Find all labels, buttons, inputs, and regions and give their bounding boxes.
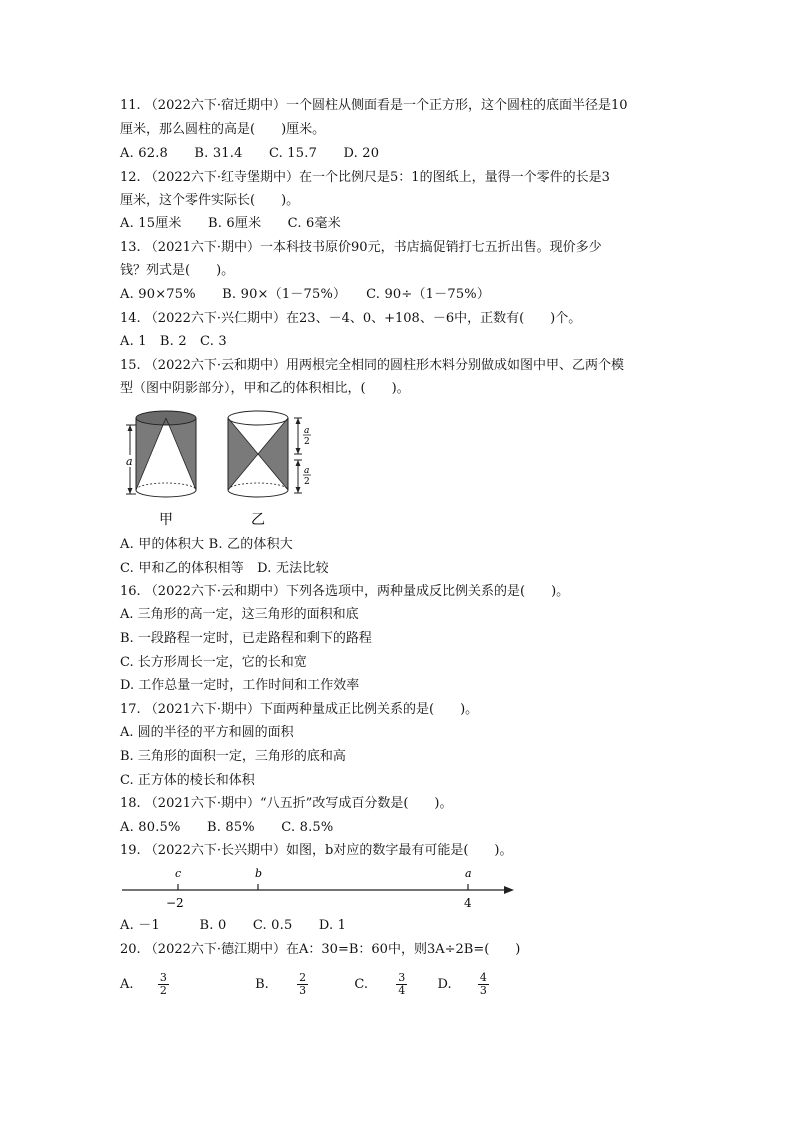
yi-dim2-num: a xyxy=(304,466,310,476)
q20-option-d-denominator: 3 xyxy=(479,984,487,997)
q17-option-b: B. 三角形的面积一定，三角形的底和高 xyxy=(120,749,346,764)
q18-stem-line1: 18. （2021六下·期中）“八五折”改写成百分数是( )。 xyxy=(120,796,453,811)
cylinder-yi xyxy=(228,411,288,497)
q16-stem-line1: 16. （2022六下·云和期中）下列各选项中，两种量成反比例关系的是( )。 xyxy=(120,584,570,599)
q15-options-line1: A. 甲的体积大 B. 乙的体积大 xyxy=(120,537,294,552)
q20-option-b-numerator: 2 xyxy=(299,971,307,984)
q15-options-line2: C. 甲和乙的体积相等 D. 无法比较 xyxy=(120,561,329,576)
yi-height-dimensions xyxy=(294,418,311,493)
q19-number-line xyxy=(118,862,518,912)
q12-options: A. 15厘米 B. 6厘米 C. 6毫米 xyxy=(120,216,341,231)
q15-stem-line1: 15. （2022六下·云和期中）用两根完全相同的圆柱形木料分别做成如图中甲、乙两个模 xyxy=(120,358,625,373)
cylinder-jia xyxy=(136,411,196,497)
q17-stem-line1: 17. （2021六下·期中）下面两种量成正比例关系的是( )。 xyxy=(120,702,479,717)
q13-stem-line1: 13. （2021六下·期中）一本科技书原价90元，书店搞促销打七五折出售。现价多少 xyxy=(120,240,602,255)
yi-label: 乙 xyxy=(251,512,265,528)
jia-height-dimension xyxy=(123,425,136,494)
yi-dim2-den: 2 xyxy=(304,477,310,487)
q16-option-d: D. 工作总量一定时，工作时间和工作效率 xyxy=(120,678,360,693)
number-line-label-c: c xyxy=(175,867,182,880)
q20-option-d-numerator: 4 xyxy=(479,971,487,984)
q20-option-c-numerator: 3 xyxy=(398,971,406,984)
q15-stem-line2: 型（图中阴影部分），甲和乙的体积相比，( )。 xyxy=(120,381,410,396)
q18-options: A. 80.5% B. 85% C. 8.5% xyxy=(120,820,334,835)
q20-option-a-numerator: 3 xyxy=(159,971,167,984)
number-line-label-b: b xyxy=(255,867,263,880)
q12-stem-line1: 12. （2022六下·红寺堡期中）在一个比例尺是5：1的图纸上，量得一个零件的长是3 xyxy=(120,170,610,185)
jia-dim-a-label: a xyxy=(126,455,133,468)
q19-stem-line1: 19. （2022六下·长兴期中）如图，b对应的数字最有可能是( )。 xyxy=(120,843,513,858)
q16-option-c: C. 长方形周长一定，它的长和宽 xyxy=(120,655,307,670)
q20-option-b-denominator: 3 xyxy=(299,984,307,997)
q20-option-d-label: D. xyxy=(437,977,452,992)
number-line-tick-4: 4 xyxy=(464,896,472,910)
jia-label: 甲 xyxy=(159,512,173,528)
yi-dim1-den: 2 xyxy=(304,437,310,447)
q17-option-c: C. 正方体的棱长和体积 xyxy=(120,773,255,788)
q15-cylinders-figure xyxy=(118,400,318,530)
q20-option-d-fraction xyxy=(478,972,489,997)
q20-options xyxy=(120,970,491,1000)
q20-option-a-fraction xyxy=(158,972,169,997)
q13-stem-line2: 钱？列式是( )。 xyxy=(120,263,235,278)
q16-option-b: B. 一段路程一定时，已走路程和剩下的路程 xyxy=(120,631,372,646)
q13-options: A. 90×75% B. 90×（1－75%） C. 90÷（1－75%） xyxy=(120,287,491,302)
yi-dim1-num: a xyxy=(304,426,310,436)
q11-options: A. 62.8 B. 31.4 C. 15.7 D. 20 xyxy=(120,146,380,161)
number-line-label-a: a xyxy=(465,867,472,880)
q20-option-a-denominator: 2 xyxy=(159,984,167,997)
q20-option-b-fraction xyxy=(297,972,308,997)
q11-stem-line1: 11. （2022六下·宿迁期中）一个圆柱从侧面看是一个正方形，这个圆柱的底面半径是10 xyxy=(120,98,628,113)
q14-options: A. 1 B. 2 C. 3 xyxy=(120,334,227,349)
q16-option-a: A. 三角形的高一定，这三角形的面积和底 xyxy=(120,607,359,622)
q20-option-a-label: A. xyxy=(120,977,134,992)
number-line-tick-neg2: −2 xyxy=(166,896,184,910)
q19-options: A. －1 B. 0 C. 0.5 D. 1 xyxy=(120,918,347,933)
q11-stem-line2: 厘米，那么圆柱的高是( )厘米。 xyxy=(120,122,326,137)
q20-option-c-label: C. xyxy=(354,977,368,992)
q20-option-c-fraction xyxy=(396,972,407,997)
q12-stem-line2: 厘米，这个零件实际长( )。 xyxy=(120,193,300,208)
q20-stem-line1: 20. （2022六下·德江期中）在A：30=B：60中，则3A÷2B=( ) xyxy=(120,942,521,957)
q20-option-b-label: B. xyxy=(255,977,269,992)
q17-option-a: A. 圆的半径的平方和圆的面积 xyxy=(120,725,294,740)
q14-stem-line1: 14. （2022六下·兴仁期中）在23、－4、0、+108、－6中，正数有( )个。 xyxy=(120,311,582,326)
q20-option-c-denominator: 4 xyxy=(398,984,406,997)
